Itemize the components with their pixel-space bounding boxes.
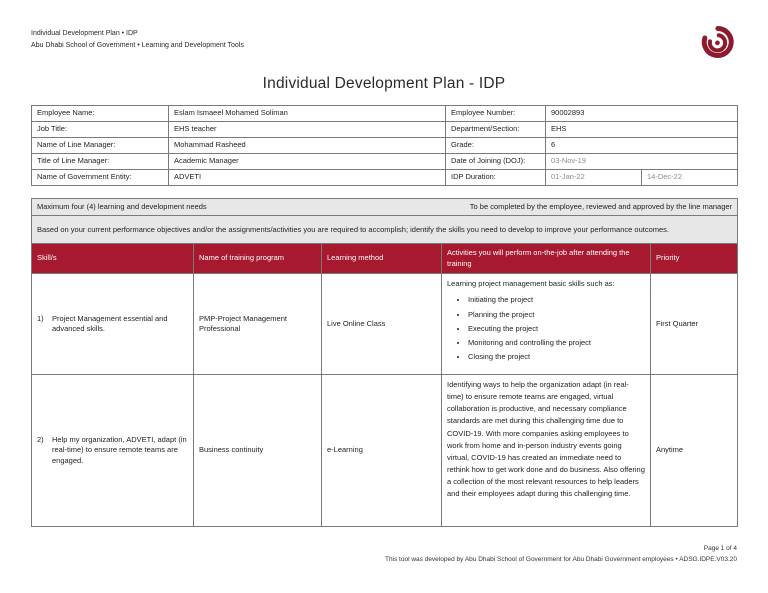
needs-header-row	[32, 244, 738, 274]
field-value: 01-Jan-22	[546, 170, 642, 186]
doc-meta	[31, 28, 244, 51]
doc-meta-line2: Abu Dhabi School of Government • Learning and Development Tools	[31, 41, 244, 49]
activities-list	[447, 294, 645, 362]
needs-table	[31, 198, 738, 527]
field-label: IDP Duration:	[446, 170, 546, 186]
field-value: 03-Nov-19	[546, 154, 738, 170]
table-row	[32, 154, 738, 170]
program-cell: PMP-Project Management Professional	[194, 274, 322, 375]
table-row	[32, 375, 738, 527]
field-label: Date of Joining (DOJ):	[446, 154, 546, 170]
instructions-row	[32, 216, 738, 244]
table-row	[32, 106, 738, 122]
adsg-logo-icon	[699, 24, 735, 60]
field-label: Name of Government Entity:	[32, 170, 169, 186]
banner-left-text: Maximum four (4) learning and development needs	[37, 201, 207, 211]
field-label: Employee Name:	[32, 106, 169, 122]
field-value: EHS teacher	[169, 122, 446, 138]
field-value: 90002893	[546, 106, 738, 122]
skill-text: Project Management essential and advanced skills.	[52, 313, 168, 333]
skill-number: 1)	[37, 313, 44, 323]
skill-text: Help my organization, ADVETI, adapt (in real-time) to ensure remote teams are engaged.	[52, 435, 187, 465]
skill-number: 2)	[37, 435, 44, 445]
field-label: Grade:	[446, 138, 546, 154]
column-header-activities: Activities you will perform on-the-job after attending the training	[442, 244, 651, 274]
field-label: Job Title:	[32, 122, 169, 138]
field-value: EHS	[546, 122, 738, 138]
instructions-text: Based on your current performance objectives and/or the assignments/activities you are required to accomplish; identify the skills you need to develop to improve your performance outcomes.	[32, 216, 738, 244]
activities-text: Identifying ways to help the organization adapt (in real-time) to ensure remote teams are engaged, virtual collaboration is productive, and necessary compliance standards are met during this challenging time due to COVID-19. With more companies asking employees to work from home and in-person industry events going virtual, COVID-19 has created an immediate need to rethink how to get work done and do business. Also offering a collection of the most relevant resources to help leaders and their employees adapt during this challenging time.	[447, 380, 645, 499]
column-header-method: Learning method	[322, 244, 442, 274]
employee-info-table	[31, 105, 738, 186]
method-cell: Live Online Class	[322, 274, 442, 375]
skill-cell	[32, 375, 194, 527]
field-value: 14-Dec-22	[642, 170, 738, 186]
page-footer	[385, 543, 737, 565]
table-row	[32, 170, 738, 186]
table-row	[32, 274, 738, 375]
priority-cell: Anytime	[651, 375, 738, 527]
priority-cell: First Quarter	[651, 274, 738, 375]
field-value: Academic Manager	[169, 154, 446, 170]
doc-meta-line1: Individual Development Plan • IDP	[31, 30, 138, 37]
activities-cell	[442, 375, 651, 527]
field-label: Department/Section:	[446, 122, 546, 138]
program-cell: Business continuity	[194, 375, 322, 527]
activities-intro: Learning project management basic skills such as:	[447, 279, 615, 288]
footer-tool-line: This tool was developed by Abu Dhabi School of Government for Abu Dhabi Government employees • ADSG.IDPE.V03.20	[384, 555, 737, 563]
list-item: • Planning the project	[468, 309, 645, 320]
list-item: • Monitoring and controlling the project	[468, 337, 645, 348]
column-header-program: Name of training program	[194, 244, 322, 274]
field-value: Mohammad Rasheed	[169, 138, 446, 154]
method-cell: e-Learning	[322, 375, 442, 527]
list-item: • Initiating the project	[468, 294, 645, 305]
banner-right-text: To be completed by the employee, reviewed and approved by the line manager	[469, 201, 733, 211]
page-number: Page 1 of 4	[703, 544, 737, 552]
field-label: Employee Number:	[446, 106, 546, 122]
field-label: Name of Line Manager:	[32, 138, 169, 154]
column-header-skills: Skill/s	[32, 244, 194, 274]
field-value: 6	[546, 138, 738, 154]
document-header	[31, 28, 737, 60]
table-row	[32, 138, 738, 154]
field-value: Eslam Ismaeel Mohamed Soliman	[169, 106, 446, 122]
field-value: ADVETI	[169, 170, 446, 186]
field-label: Title of Line Manager:	[32, 154, 169, 170]
banner-row	[32, 199, 738, 216]
column-header-priority: Priority	[651, 244, 738, 274]
list-item: • Executing the project	[468, 323, 645, 334]
page-title: Individual Development Plan - IDP	[262, 75, 506, 92]
skill-cell	[32, 274, 194, 375]
activities-cell	[442, 274, 651, 375]
list-item: • Closing the project	[468, 351, 645, 362]
table-row	[32, 122, 738, 138]
